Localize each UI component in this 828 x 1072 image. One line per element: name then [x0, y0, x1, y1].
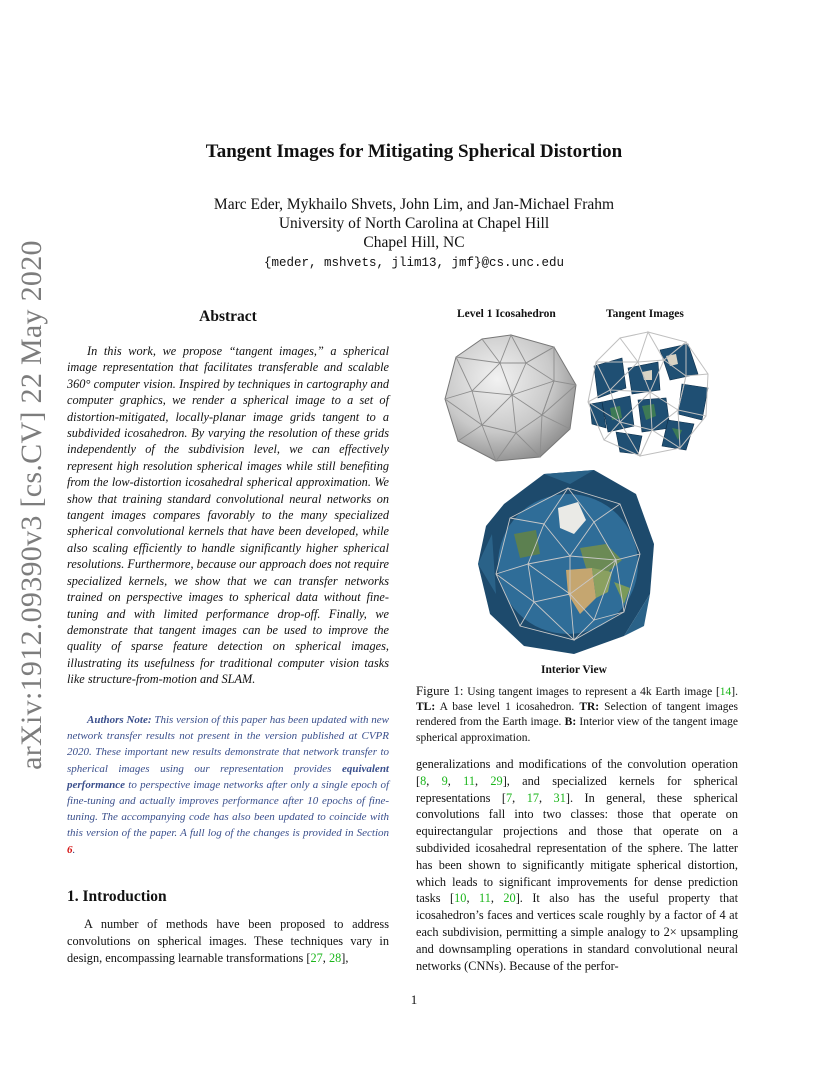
tangent-images-illustration: [582, 328, 714, 460]
section-link[interactable]: 6: [67, 843, 73, 856]
caption-text-b: ].: [731, 686, 739, 698]
note-end: .: [72, 843, 76, 856]
caption-key-tl: TL:: [416, 701, 436, 714]
citation-link[interactable]: 29: [490, 773, 503, 788]
citation-link[interactable]: 28: [328, 950, 342, 965]
citation-link[interactable]: 10: [454, 891, 467, 906]
abstract-heading: Abstract: [199, 308, 257, 325]
location: Chapel Hill, NC: [363, 234, 465, 251]
figure-label-tl: Level 1 Icosahedron: [457, 308, 556, 320]
abstract-body: [67, 343, 389, 688]
page-number: 1: [410, 992, 418, 1007]
author-block: [0, 195, 828, 252]
intro-text: A number of methods have been proposed to address convolutions on spherical images. These techniques vary in design, encompassing learnable transformations [: [67, 917, 389, 965]
citation-link[interactable]: 20: [503, 891, 516, 906]
intro-tail: ],: [341, 950, 349, 965]
icosahedron-illustration: [442, 333, 580, 463]
interior-view-illustration: [474, 464, 658, 658]
authors: Marc Eder, Mykhailo Shvets, John Lim, and Jan-Michael Frahm: [213, 196, 615, 213]
citation-link[interactable]: 9: [441, 773, 448, 788]
citation-link[interactable]: 11: [479, 891, 491, 906]
note-emphasis: equivalent performance: [67, 762, 389, 791]
intro-body: [67, 916, 389, 966]
citation-link[interactable]: 27: [310, 950, 323, 965]
note-label: Authors Note:: [87, 714, 152, 726]
note-text-b: to perspective image networks after only a single epoch of fine-tuning and actually improves performance after 10 epochs of fine-tuning. The accompanying code has also been updated to coincide with this version of the paper. A full log of the changes is provided in Section: [67, 778, 390, 840]
citation-link[interactable]: 31: [553, 790, 566, 805]
figure-label-b: Interior View: [541, 664, 607, 676]
citation-link[interactable]: 7: [506, 790, 513, 805]
intro-heading: 1. Introduction: [67, 888, 167, 905]
abstract-text: In this work, we propose “tangent images,” a spherical image representation that facilitates transferable and scalable 360° computer vision. Inspired by techniques in cartography and computer graphics, we render a spherical image to a set of distortion-mitigated, locally-planar image grids tangent to a subdivided icosahedron. By varying the resolution of these grids independently of the subdivision level, we can effectively represent high resolution spherical images while still benefiting from the low-distortion icosahedral spherical approximation. We show that training standard convolutional neural networks on tangent images compares favorably to the many specialized spherical convolutional kernels that have been developed, while also scaling efficiently to handle significantly higher spherical resolutions. Furthermore, because our approach does not require specialized kernels, we show that we can transfer networks trained on perspective images to spherical data without fine-tuning and with limited performance drop-off. Finally, we demonstrate that tangent images can be used to improve the quality of sparse feature detection on spherical images, illustrating its usefulness for traditional computer vision tasks like structure-from-motion and SLAM.: [67, 344, 389, 687]
emails: {meder, mshvets, jlim13, jmf}@cs.unc.edu: [263, 256, 565, 270]
caption-b: Interior view of the tangent image spherical approximation.: [416, 716, 738, 744]
caption-text-a: Using tangent images to represent a 4k Earth image [: [467, 686, 720, 698]
body-text: ], and specialized kernels for spherical representations [: [416, 773, 738, 805]
authors-note: [67, 712, 389, 858]
figure-label-tr: Tangent Images: [606, 308, 684, 320]
figure-caption: [416, 684, 738, 746]
cite-separator: ,: [322, 950, 329, 965]
caption-tr: Selection of tangent images rendered from the Earth image.: [416, 701, 739, 729]
right-column-body: generalizations and modifications of the convolution operation [8, 9, 11, 29], and specialized kernels for spherical representations [7, 17, 31]. In general, these spherical convolutions fall into two classes: those that operate on equirectangular projections and those that operate on a subdivided icosahedral representation of the sphere. The latter has been shown to significantly mitigate spherical distortion, which leads to significant improvements for dense prediction tasks [10, 11, 20]. It also has the useful property that icosahedron’s faces and vertices scale roughly by a factor of 4 at each subdivision, permitting a simple analogy to 2× upsampling and downsampling operations in standard convolutional neural networks (CNNs). Because of the perfor-: [416, 757, 739, 973]
citation-link[interactable]: 14: [719, 686, 732, 698]
caption-key-tr: TR:: [579, 701, 600, 714]
citation-link[interactable]: 17: [526, 790, 539, 805]
citation-link[interactable]: 11: [463, 773, 476, 788]
paper-title: Tangent Images for Mitigating Spherical Distortion: [205, 141, 623, 162]
caption-key-b: B:: [564, 716, 577, 729]
arxiv-id-text: arXiv:1912.09390v3 [cs.CV] 22 May 2020: [15, 240, 48, 770]
body-text: ]. It also has the useful property that icosahedron’s faces and vertices scale roughly by a factor of 4 at each subdivision, permitting a simple analogy to 2× upsampling and downsampling operations in standard convolutional neural networks (CNNs). Because of the perfor-: [416, 891, 738, 973]
body-text: ]. In general, these spherical convolutions fall into two classes: those that operate on equirectangular projections and those that operate on a subdivided icosahedral representation of the sphere. The latter has been shown to significantly mitigate spherical distortion, which leads to significant improvements for dense prediction tasks [: [416, 790, 739, 906]
affiliation: University of North Carolina at Chapel Hill: [278, 215, 550, 232]
body-text: generalizations and modifications of the convolution operation [: [416, 757, 738, 788]
citation-link[interactable]: 8: [420, 773, 427, 788]
figure-number: Figure 1:: [416, 684, 464, 698]
caption-tl: A base level 1 icosahedron.: [439, 701, 575, 714]
arxiv-identifier: [12, 240, 52, 770]
note-text-a: This version of this paper has been updated with new network transfer results not present in the version published at CVPR 2020. These important new results demonstrate that network transfer to spherical images using our representation provides: [67, 714, 389, 775]
